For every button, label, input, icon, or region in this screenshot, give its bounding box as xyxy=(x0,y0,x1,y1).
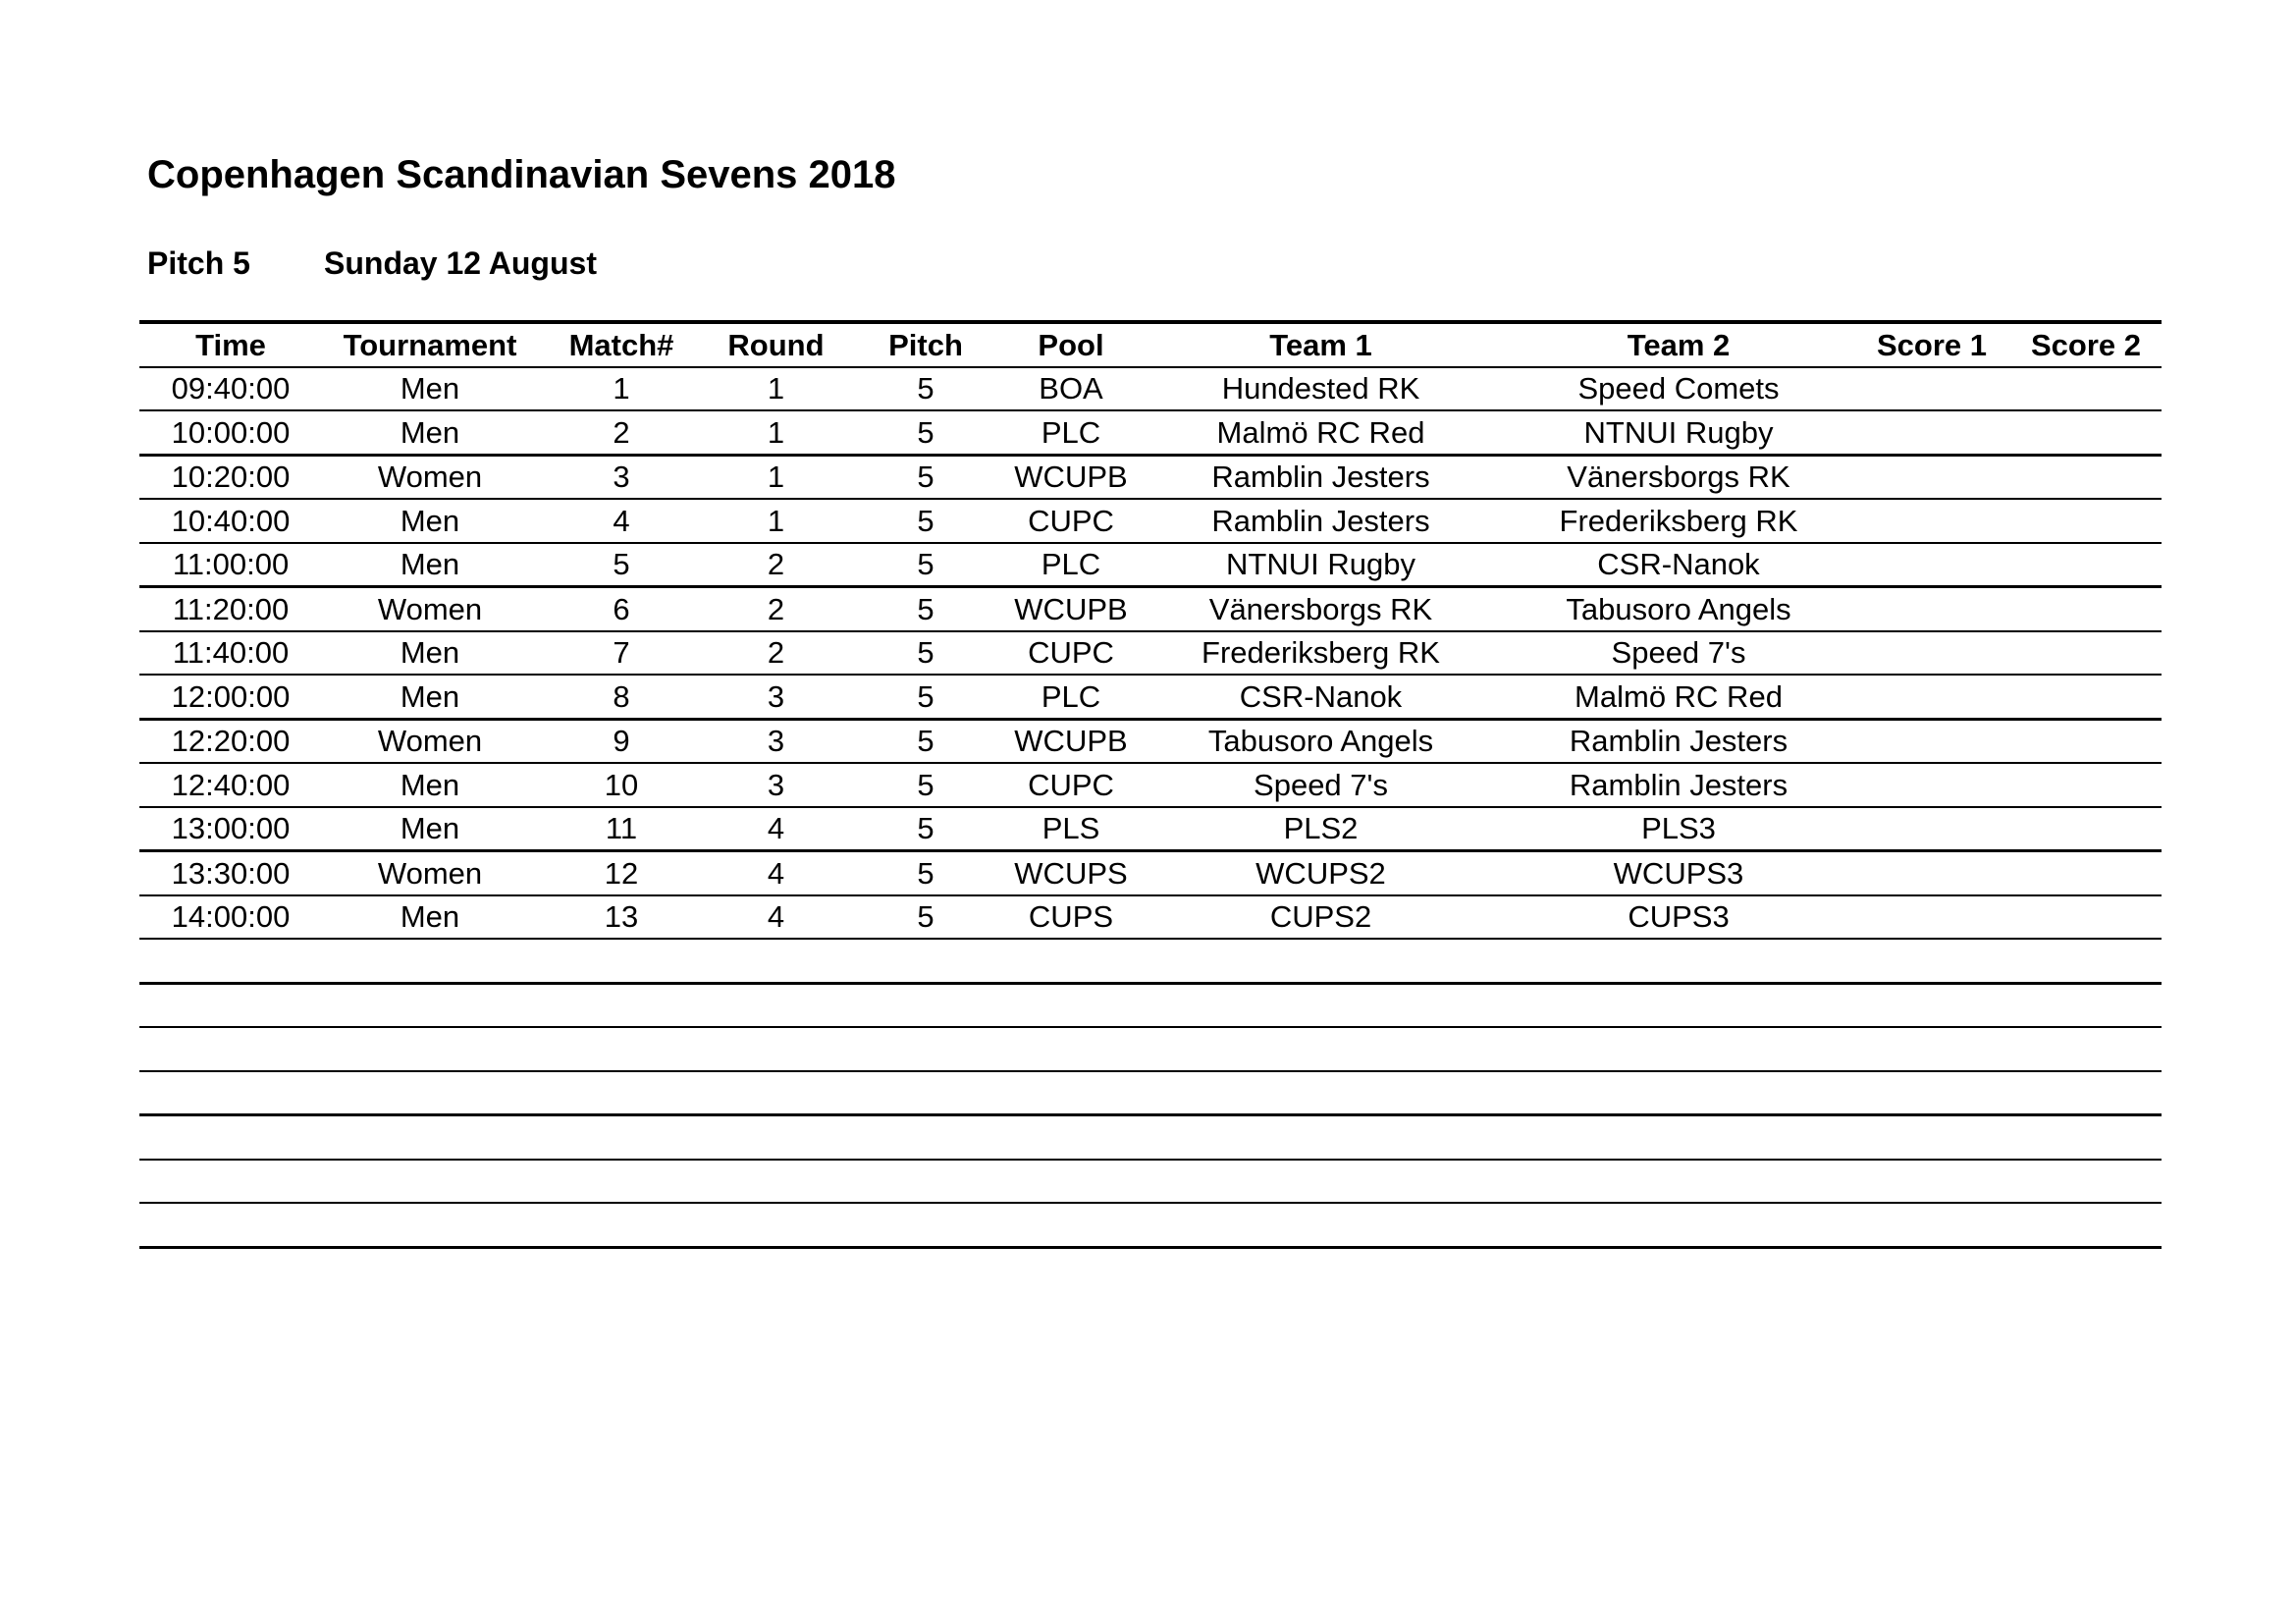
cell-match-number xyxy=(538,1027,705,1071)
table-row xyxy=(139,939,2162,983)
header-pitch: Pitch xyxy=(847,322,1004,367)
cell-round xyxy=(705,983,847,1027)
cell-score-2 xyxy=(2010,587,2162,631)
cell-pitch xyxy=(847,1027,1004,1071)
table-row xyxy=(139,543,2162,587)
cell-pitch xyxy=(847,1203,1004,1247)
cell-score-1 xyxy=(1853,1027,2010,1071)
cell-pitch: 5 xyxy=(847,410,1004,455)
table-row xyxy=(139,410,2162,455)
cell-score-2 xyxy=(2010,631,2162,676)
cell-tournament xyxy=(322,1027,538,1071)
cell-tournament: Women xyxy=(322,851,538,895)
cell-time: 11:00:00 xyxy=(139,543,322,587)
cell-score-1 xyxy=(1853,939,2010,983)
cell-score-1 xyxy=(1853,983,2010,1027)
cell-pool: CUPC xyxy=(1004,499,1138,543)
header-round: Round xyxy=(705,322,847,367)
cell-team-1: Vänersborgs RK xyxy=(1138,587,1504,631)
cell-pool: PLS xyxy=(1004,807,1138,851)
cell-match-number: 5 xyxy=(538,543,705,587)
cell-pitch xyxy=(847,1160,1004,1204)
cell-pool: BOA xyxy=(1004,367,1138,411)
cell-score-2 xyxy=(2010,983,2162,1027)
cell-round: 1 xyxy=(705,410,847,455)
cell-score-1 xyxy=(1853,807,2010,851)
cell-team-1 xyxy=(1138,1071,1504,1115)
cell-round: 1 xyxy=(705,455,847,499)
cell-pitch xyxy=(847,1115,1004,1160)
cell-score-1 xyxy=(1853,587,2010,631)
cell-score-1 xyxy=(1853,851,2010,895)
cell-time: 12:20:00 xyxy=(139,719,322,763)
cell-time xyxy=(139,1027,322,1071)
header-match-number: Match# xyxy=(538,322,705,367)
cell-score-1 xyxy=(1853,455,2010,499)
header-tournament: Tournament xyxy=(322,322,538,367)
cell-score-2 xyxy=(2010,1027,2162,1071)
cell-time: 09:40:00 xyxy=(139,367,322,411)
cell-round xyxy=(705,1115,847,1160)
cell-team-1: Malmö RC Red xyxy=(1138,410,1504,455)
cell-match-number: 7 xyxy=(538,631,705,676)
cell-round: 4 xyxy=(705,807,847,851)
cell-score-1 xyxy=(1853,1115,2010,1160)
cell-score-1 xyxy=(1853,499,2010,543)
table-row xyxy=(139,455,2162,499)
cell-tournament: Men xyxy=(322,499,538,543)
cell-tournament: Men xyxy=(322,763,538,807)
cell-match-number: 11 xyxy=(538,807,705,851)
cell-pool: CUPC xyxy=(1004,763,1138,807)
cell-match-number xyxy=(538,1115,705,1160)
cell-match-number xyxy=(538,1160,705,1204)
cell-time: 12:00:00 xyxy=(139,675,322,719)
cell-pool: PLC xyxy=(1004,675,1138,719)
cell-pool: WCUPB xyxy=(1004,719,1138,763)
cell-pool xyxy=(1004,1071,1138,1115)
cell-pool xyxy=(1004,1160,1138,1204)
schedule-table xyxy=(139,320,2162,1249)
table-row xyxy=(139,1027,2162,1071)
cell-team-1: CUPS2 xyxy=(1138,895,1504,940)
cell-score-2 xyxy=(2010,851,2162,895)
cell-round xyxy=(705,1160,847,1204)
cell-round: 4 xyxy=(705,895,847,940)
cell-round xyxy=(705,1203,847,1247)
cell-time xyxy=(139,1115,322,1160)
cell-team-2: Vänersborgs RK xyxy=(1504,455,1853,499)
cell-pitch: 5 xyxy=(847,587,1004,631)
cell-team-2 xyxy=(1504,939,1853,983)
cell-pitch: 5 xyxy=(847,851,1004,895)
cell-pitch: 5 xyxy=(847,763,1004,807)
table-row xyxy=(139,1160,2162,1204)
cell-match-number: 8 xyxy=(538,675,705,719)
header-score-1: Score 1 xyxy=(1853,322,2010,367)
pitch-label: Pitch 5 xyxy=(147,245,250,281)
cell-tournament: Men xyxy=(322,631,538,676)
cell-team-1: Tabusoro Angels xyxy=(1138,719,1504,763)
cell-team-2: Speed Comets xyxy=(1504,367,1853,411)
cell-tournament xyxy=(322,1071,538,1115)
cell-pool: WCUPB xyxy=(1004,587,1138,631)
cell-team-2: Ramblin Jesters xyxy=(1504,719,1853,763)
cell-team-1: CSR-Nanok xyxy=(1138,675,1504,719)
cell-tournament: Women xyxy=(322,587,538,631)
cell-score-1 xyxy=(1853,367,2010,411)
cell-round: 4 xyxy=(705,851,847,895)
cell-match-number: 10 xyxy=(538,763,705,807)
cell-pool xyxy=(1004,1115,1138,1160)
cell-team-1 xyxy=(1138,1115,1504,1160)
table-row xyxy=(139,587,2162,631)
cell-round xyxy=(705,1027,847,1071)
cell-pitch: 5 xyxy=(847,499,1004,543)
table-row xyxy=(139,807,2162,851)
cell-pitch: 5 xyxy=(847,895,1004,940)
cell-team-2: CSR-Nanok xyxy=(1504,543,1853,587)
cell-tournament: Women xyxy=(322,455,538,499)
cell-score-1 xyxy=(1853,1160,2010,1204)
cell-pitch xyxy=(847,1071,1004,1115)
cell-match-number: 1 xyxy=(538,367,705,411)
cell-team-2: CUPS3 xyxy=(1504,895,1853,940)
table-row xyxy=(139,983,2162,1027)
cell-score-1 xyxy=(1853,675,2010,719)
cell-pool xyxy=(1004,1203,1138,1247)
cell-round: 1 xyxy=(705,499,847,543)
header-time: Time xyxy=(139,322,322,367)
cell-team-2: WCUPS3 xyxy=(1504,851,1853,895)
cell-pitch xyxy=(847,983,1004,1027)
cell-score-2 xyxy=(2010,410,2162,455)
cell-match-number xyxy=(538,1071,705,1115)
cell-round: 1 xyxy=(705,367,847,411)
cell-round xyxy=(705,939,847,983)
cell-time xyxy=(139,1203,322,1247)
cell-score-1 xyxy=(1853,763,2010,807)
cell-team-2: NTNUI Rugby xyxy=(1504,410,1853,455)
cell-time: 10:00:00 xyxy=(139,410,322,455)
header-row xyxy=(139,322,2162,367)
cell-match-number xyxy=(538,1203,705,1247)
cell-team-2: Speed 7's xyxy=(1504,631,1853,676)
cell-score-2 xyxy=(2010,455,2162,499)
date-label: Sunday 12 August xyxy=(324,245,597,281)
cell-match-number: 13 xyxy=(538,895,705,940)
cell-tournament: Men xyxy=(322,543,538,587)
header-score-2: Score 2 xyxy=(2010,322,2162,367)
table-row xyxy=(139,1115,2162,1160)
cell-team-1: Ramblin Jesters xyxy=(1138,455,1504,499)
cell-time: 11:20:00 xyxy=(139,587,322,631)
cell-match-number: 4 xyxy=(538,499,705,543)
cell-match-number xyxy=(538,983,705,1027)
cell-team-1: Hundested RK xyxy=(1138,367,1504,411)
cell-pool xyxy=(1004,983,1138,1027)
cell-time xyxy=(139,983,322,1027)
cell-score-2 xyxy=(2010,807,2162,851)
header-team-2: Team 2 xyxy=(1504,322,1853,367)
cell-team-1 xyxy=(1138,939,1504,983)
cell-team-1: Frederiksberg RK xyxy=(1138,631,1504,676)
cell-score-2 xyxy=(2010,1160,2162,1204)
cell-time xyxy=(139,1160,322,1204)
cell-time xyxy=(139,1071,322,1115)
cell-match-number: 2 xyxy=(538,410,705,455)
cell-team-1: PLS2 xyxy=(1138,807,1504,851)
table-row xyxy=(139,499,2162,543)
cell-match-number: 6 xyxy=(538,587,705,631)
table-row xyxy=(139,1203,2162,1247)
cell-tournament xyxy=(322,1160,538,1204)
cell-score-1 xyxy=(1853,1071,2010,1115)
page-title: Copenhagen Scandinavian Sevens 2018 xyxy=(147,153,896,196)
cell-time: 10:20:00 xyxy=(139,455,322,499)
cell-team-1: NTNUI Rugby xyxy=(1138,543,1504,587)
cell-score-2 xyxy=(2010,1071,2162,1115)
cell-match-number: 3 xyxy=(538,455,705,499)
cell-score-2 xyxy=(2010,499,2162,543)
cell-score-1 xyxy=(1853,631,2010,676)
cell-score-2 xyxy=(2010,543,2162,587)
cell-team-2 xyxy=(1504,1203,1853,1247)
cell-pool xyxy=(1004,1027,1138,1071)
table-row xyxy=(139,763,2162,807)
cell-round: 2 xyxy=(705,543,847,587)
table-row xyxy=(139,895,2162,940)
cell-pool xyxy=(1004,939,1138,983)
cell-pitch: 5 xyxy=(847,455,1004,499)
cell-team-2 xyxy=(1504,983,1853,1027)
cell-score-1 xyxy=(1853,543,2010,587)
cell-score-2 xyxy=(2010,1203,2162,1247)
cell-team-2 xyxy=(1504,1071,1853,1115)
cell-pitch: 5 xyxy=(847,543,1004,587)
cell-score-2 xyxy=(2010,1115,2162,1160)
cell-round: 3 xyxy=(705,763,847,807)
cell-pitch: 5 xyxy=(847,807,1004,851)
header-pool: Pool xyxy=(1004,322,1138,367)
cell-pool: PLC xyxy=(1004,543,1138,587)
cell-score-1 xyxy=(1853,895,2010,940)
cell-score-2 xyxy=(2010,763,2162,807)
cell-team-1 xyxy=(1138,1027,1504,1071)
cell-tournament xyxy=(322,983,538,1027)
cell-score-1 xyxy=(1853,410,2010,455)
cell-score-2 xyxy=(2010,367,2162,411)
cell-time: 12:40:00 xyxy=(139,763,322,807)
cell-pitch: 5 xyxy=(847,631,1004,676)
cell-round xyxy=(705,1071,847,1115)
cell-pitch xyxy=(847,939,1004,983)
cell-time: 13:00:00 xyxy=(139,807,322,851)
cell-score-1 xyxy=(1853,719,2010,763)
table-row xyxy=(139,851,2162,895)
cell-score-2 xyxy=(2010,719,2162,763)
cell-time xyxy=(139,939,322,983)
cell-time: 11:40:00 xyxy=(139,631,322,676)
cell-team-1 xyxy=(1138,1203,1504,1247)
cell-tournament: Men xyxy=(322,895,538,940)
cell-round: 3 xyxy=(705,675,847,719)
cell-team-2 xyxy=(1504,1115,1853,1160)
cell-pool: WCUPS xyxy=(1004,851,1138,895)
cell-pool: WCUPB xyxy=(1004,455,1138,499)
cell-team-1: WCUPS2 xyxy=(1138,851,1504,895)
cell-team-1 xyxy=(1138,983,1504,1027)
cell-pitch: 5 xyxy=(847,719,1004,763)
cell-team-2 xyxy=(1504,1027,1853,1071)
cell-team-2: Ramblin Jesters xyxy=(1504,763,1853,807)
header-team-1: Team 1 xyxy=(1138,322,1504,367)
cell-team-2 xyxy=(1504,1160,1853,1204)
cell-round: 2 xyxy=(705,631,847,676)
cell-team-2: PLS3 xyxy=(1504,807,1853,851)
cell-time: 13:30:00 xyxy=(139,851,322,895)
cell-match-number xyxy=(538,939,705,983)
cell-team-1: Speed 7's xyxy=(1138,763,1504,807)
cell-score-2 xyxy=(2010,939,2162,983)
cell-score-2 xyxy=(2010,895,2162,940)
cell-tournament: Men xyxy=(322,675,538,719)
cell-team-2: Tabusoro Angels xyxy=(1504,587,1853,631)
cell-team-1 xyxy=(1138,1160,1504,1204)
cell-tournament: Men xyxy=(322,410,538,455)
cell-pitch: 5 xyxy=(847,675,1004,719)
cell-team-1: Ramblin Jesters xyxy=(1138,499,1504,543)
table-row xyxy=(139,367,2162,411)
cell-tournament: Men xyxy=(322,807,538,851)
cell-pool: CUPS xyxy=(1004,895,1138,940)
cell-time: 14:00:00 xyxy=(139,895,322,940)
cell-match-number: 12 xyxy=(538,851,705,895)
cell-time: 10:40:00 xyxy=(139,499,322,543)
cell-tournament xyxy=(322,939,538,983)
cell-tournament xyxy=(322,1203,538,1247)
cell-pitch: 5 xyxy=(847,367,1004,411)
cell-round: 3 xyxy=(705,719,847,763)
cell-round: 2 xyxy=(705,587,847,631)
cell-score-1 xyxy=(1853,1203,2010,1247)
cell-tournament: Men xyxy=(322,367,538,411)
cell-match-number: 9 xyxy=(538,719,705,763)
table-row xyxy=(139,719,2162,763)
table-row xyxy=(139,1071,2162,1115)
table-row xyxy=(139,631,2162,676)
cell-team-2: Malmö RC Red xyxy=(1504,675,1853,719)
table-row xyxy=(139,675,2162,719)
cell-score-2 xyxy=(2010,675,2162,719)
cell-pool: CUPC xyxy=(1004,631,1138,676)
cell-pool: PLC xyxy=(1004,410,1138,455)
cell-tournament: Women xyxy=(322,719,538,763)
cell-tournament xyxy=(322,1115,538,1160)
cell-team-2: Frederiksberg RK xyxy=(1504,499,1853,543)
